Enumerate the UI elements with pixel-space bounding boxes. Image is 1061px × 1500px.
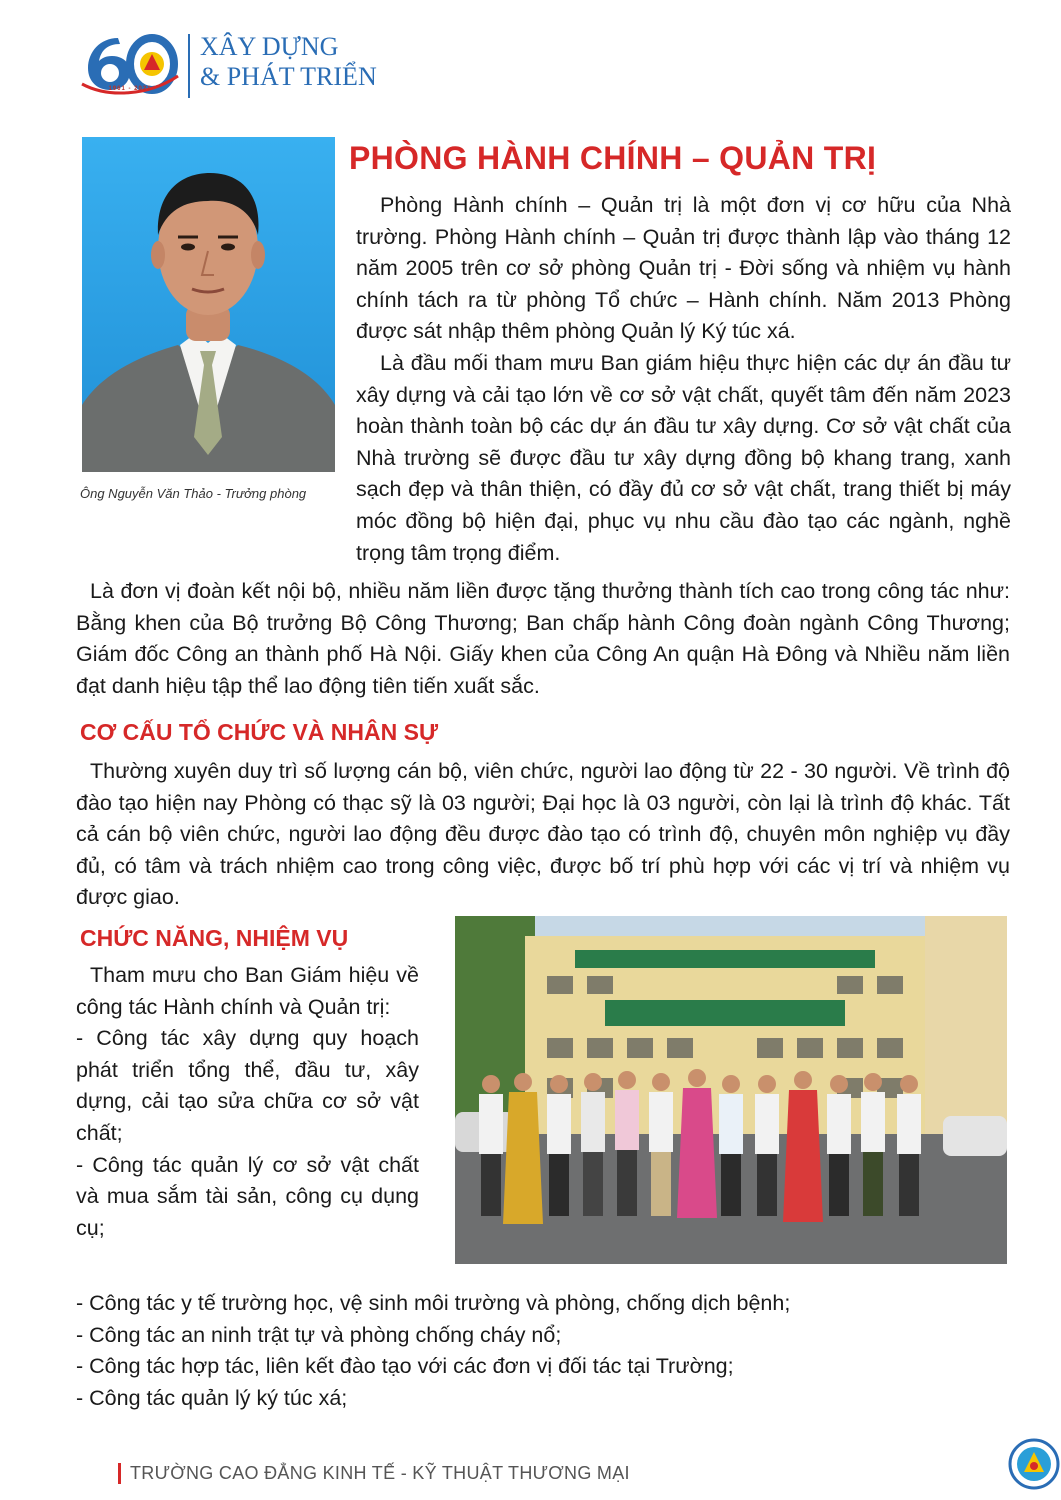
intro-text	[356, 190, 1011, 569]
portrait-man-illustration-icon	[82, 137, 335, 472]
page-header	[78, 26, 438, 106]
function-item: - Công tác y tế trường học, vệ sinh môi trường và phòng, chống dịch bệnh;	[76, 1291, 791, 1315]
header-title-line1: XÂY DỰNG	[200, 32, 339, 61]
group-photo	[455, 916, 1007, 1264]
functions-full-list	[76, 1288, 1010, 1414]
function-item: - Công tác an ninh trật tự và phòng chống cháy nổ;	[76, 1322, 562, 1347]
awards-text: Là đơn vị đoàn kết nội bộ, nhiều năm liền được tặng thưởng thành tích cao trong công tác như: Bằng khen của Bộ trưởng Bộ Công Thương; Ban chấp hành Công đoàn ngành Công Thương; Giám đốc Công an thành phố Hà Nội. Giấy khen của Công An quận Hà Đông và Nhiều năm liền đạt danh hiệu tập thể lao động tiên tiến xuất sắc.	[76, 579, 1010, 698]
function-item: - Công tác hợp tác, liên kết đào tạo với các đơn vị đối tác tại Trường;	[76, 1354, 734, 1379]
header-title-line2: & PHÁT TRIỂN	[200, 62, 377, 91]
functions-narrow-column	[76, 960, 419, 1244]
footer-school-name: TRƯỜNG CAO ĐẲNG KINH TẾ - KỸ THUẬT THƯƠNG MẠI	[130, 1463, 630, 1483]
school-seal-icon	[1008, 1438, 1060, 1490]
section-heading-functions: CHỨC NĂNG, NHIỆM VỤ	[80, 925, 349, 951]
logo-years: 1961 - 2021	[108, 86, 152, 92]
function-item: - Công tác quản lý ký túc xá;	[76, 1385, 348, 1410]
intro-paragraph-2: Là đầu mối tham mưu Ban giám hiệu thực hiện các dự án đầu tư xây dựng và cải tạo lớn về cơ sở vật chất, quyết tâm đến năm 2023 hoàn thành toàn bộ các dự án đầu tư xây dựng. Cơ sở vật chất của Nhà trường sẽ được đầu tư xây dựng đồng bộ khang trang, xanh sạch đẹp và thân thiện, có đầy đủ cơ sở vật chất, trang thiết bị máy móc đồng bộ hiện đại, phục vụ nhu cầu đào tạo các ngành, nghề trọng tâm trọng điểm.	[356, 350, 1011, 565]
group-photo-illustration-icon	[455, 916, 1007, 1264]
function-item: - Công tác quản lý cơ sở vật chất và mua sắm tài sản, công cụ dụng cụ;	[76, 1152, 419, 1240]
function-item: - Công tác xây dựng quy hoạch phát triển tổng thể, đầu tư, xây dựng, cải tạo sửa chữa cơ sở vật chất;	[76, 1026, 419, 1145]
page-title: PHÒNG HÀNH CHÍNH – QUẢN TRỊ	[349, 140, 877, 176]
intro-paragraph-1: Phòng Hành chính – Quản trị là một đơn vị cơ hữu của Nhà trường. Phòng Hành chính – Quản trị được thành lập vào tháng 12 năm 2005 trên cơ sở phòng Quản trị - Đời sống và nhiệm vụ hành chính tách ra từ phòng Tổ chức – Hành chính. Năm 2013 Phòng được sát nhập thêm phòng Quản lý Ký túc xá.	[356, 193, 1011, 344]
header-divider	[188, 34, 190, 98]
header-title	[200, 32, 377, 92]
organization-paragraph	[76, 756, 1010, 914]
awards-paragraph	[76, 576, 1010, 702]
portrait-photo	[82, 137, 335, 472]
section-heading-organization: CƠ CẤU TỔ CHỨC VÀ NHÂN SỰ	[80, 719, 439, 745]
functions-intro: Tham mưu cho Ban Giám hiệu về công tác Hành chính và Quản trị:	[76, 963, 419, 1019]
organization-text: Thường xuyên duy trì số lượng cán bộ, viên chức, người lao động từ 22 - 30 người. Về trình độ đào tạo hiện nay Phòng có thạc sỹ là 03 người; Đại học là 03 người, còn lại là trình độ khác. Tất cả cán bộ viên chức, người lao động đều được đào tạo có trình độ, chuyên môn nghiệp vụ đầy đủ, có tâm và trách nhiệm cao trong công việc, được bố trí phù hợp với các vị trí và nhiệm vụ được giao.	[76, 759, 1010, 910]
portrait-caption: Ông Nguyễn Văn Thảo - Trưởng phòng	[80, 486, 307, 501]
footer-accent-bar	[118, 1463, 121, 1484]
